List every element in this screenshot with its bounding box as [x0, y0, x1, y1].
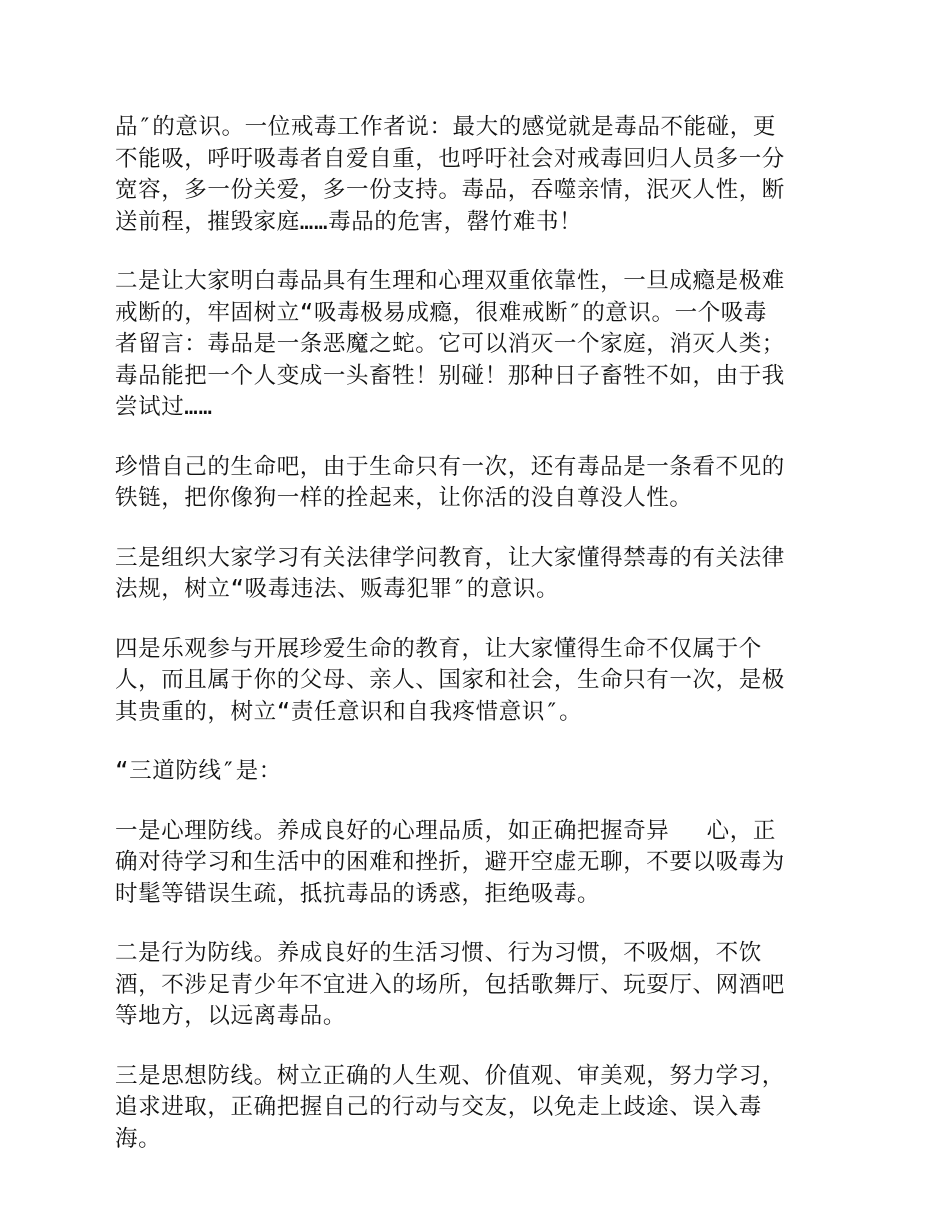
text-line: 人，而且属于你的父母、亲人、国家和社会，生命只有一次，是极 [115, 667, 785, 693]
paragraph-7 [115, 816, 835, 911]
text-line: 三是思想防线。树立正确的人生观、价值观、审美观，努力学习， [115, 1062, 785, 1089]
text-line: 追求进取，正确把握自己的行动与交友，以免走上歧途、误入毒 [115, 1094, 762, 1120]
paragraph-3 [115, 452, 835, 515]
text-line: 者留言：毒品是一条恶魔之蛇。它可以消灭一个家庭，消灭人类； [115, 331, 785, 357]
text-line: 确对待学习和生活中的困难和挫折，避开空虚无聊，不要以吸毒为 [115, 849, 785, 875]
text-line: 时髦等错误生疏，抵抗毒品的诱惑，拒绝吸毒。 [115, 880, 601, 907]
text-line: 宽容，多一份关爱，多一份支持。毒品，吞噬亲情，泯灭人性，断 [115, 177, 785, 203]
text-line: 四是乐观参与开展珍爱生命的教育，让大家懂得生命不仅属于个 [115, 635, 762, 662]
text-line: 法规，树立“吸毒违法、贩毒犯罪″的意识。 [115, 576, 560, 602]
document-page [115, 112, 835, 1183]
paragraph-2 [115, 266, 835, 424]
text-line: 不能吸，呼吁吸毒者自爱自重，也呼吁社会对戒毒回归人员多一分 [115, 145, 785, 172]
text-line: 珍惜自己的生命吧，由于生命只有一次，还有毒品是一条看不见的 [115, 453, 785, 480]
paragraph-6 [115, 756, 835, 788]
paragraph-1 [115, 112, 835, 238]
text-line: 海。 [115, 1125, 162, 1152]
text-line: 二是行为防线。养成良好的生活习惯、行为习惯，不吸烟，不饮 [115, 940, 762, 966]
text-line: 酒，不涉足青少年不宜进入的场所，包括歌舞厅、玩耍厅、网酒吧 [115, 971, 785, 998]
text-line: “三道防线″是： [115, 758, 282, 784]
text-line: 戒断的，牢固树立“吸毒极易成瘾，很难戒断″的意识。一个吸毒 [115, 299, 767, 326]
paragraph-5 [115, 634, 835, 729]
text-line: 品″的意识。一位戒毒工作者说：最大的感觉就是毒品不能碰，更 [115, 114, 776, 140]
text-line: 二是让大家明白毒品具有生理和心理双重依靠性，一旦成瘾是极难 [115, 268, 785, 294]
paragraph-8 [115, 938, 835, 1033]
text-line: 一是心理防线。养成良好的心理品质，如正确把握奇异 心，正 [115, 817, 776, 844]
paragraph-4 [115, 543, 835, 606]
text-line: 等地方，以远离毒品。 [115, 1003, 347, 1029]
text-line: 毒品能把一个人变成一头畜牲！别碰！那种日子畜牲不如，由于我 [115, 362, 785, 389]
text-line: 铁链，把你像狗一样的拴起来，让你活的没自尊没人性。 [115, 485, 693, 511]
text-line: 送前程，摧毁家庭……毒品的危害，罄竹难书！ [115, 208, 583, 235]
text-line: 尝试过…… [115, 394, 213, 420]
text-line: 其贵重的，树立“责任意识和自我疼惜意识″。 [115, 698, 583, 725]
text-line: 三是组织大家学习有关法律学问教育，让大家懂得禁毒的有关法律 [115, 544, 785, 571]
paragraph-9 [115, 1061, 835, 1156]
